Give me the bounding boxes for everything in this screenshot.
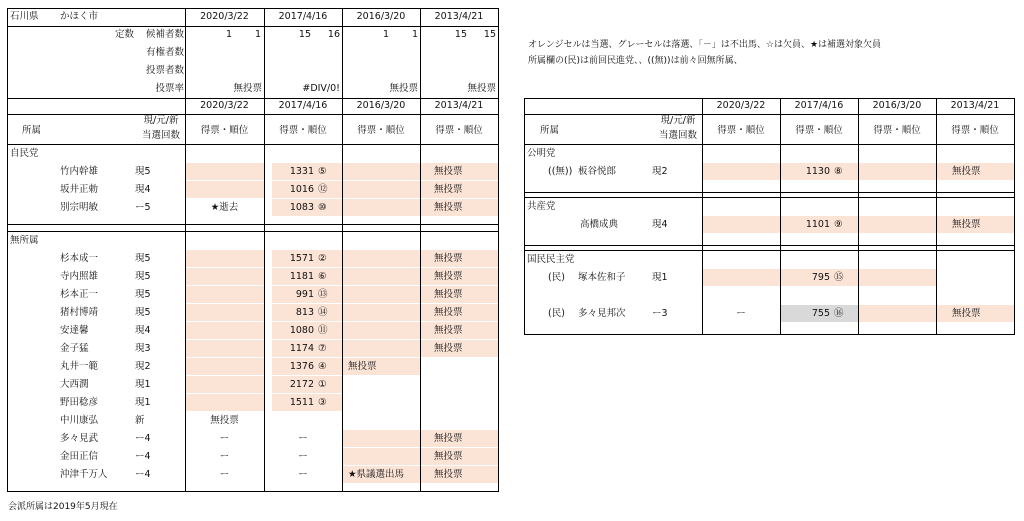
candidate-name[interactable]: 金田正信 xyxy=(60,451,99,462)
candidate-status[interactable]: 現2 xyxy=(652,166,668,177)
seats-value[interactable]: 1 xyxy=(225,29,232,40)
party-name[interactable]: 国民民主党 xyxy=(527,254,575,265)
city-label[interactable]: かほく市 xyxy=(60,11,99,22)
candidate-name[interactable]: 高橋成典 xyxy=(580,219,619,230)
result-2013[interactable]: 無投票 xyxy=(434,469,463,480)
result-2016[interactable] xyxy=(348,340,420,358)
candidate-name[interactable]: 野田稔彦 xyxy=(60,397,99,408)
votes-2017[interactable]: 1571 xyxy=(289,253,314,264)
status-column-header[interactable]: 現/元/新 xyxy=(660,115,696,126)
votes-2017[interactable]: 991 xyxy=(295,289,314,300)
candidate-status[interactable]: 現4 xyxy=(135,184,151,195)
status-column-header[interactable]: 現/元/新 xyxy=(143,115,179,126)
result-2016[interactable] xyxy=(864,269,936,287)
candidate-name[interactable]: 坂井正勅 xyxy=(60,184,99,195)
grid-line xyxy=(264,8,265,492)
result-2020[interactable] xyxy=(702,163,780,181)
grid-line xyxy=(420,8,421,492)
rank-2017[interactable] xyxy=(318,430,338,448)
result-2016[interactable] xyxy=(348,430,420,448)
date-header[interactable]: 2013/4/21 xyxy=(434,11,484,22)
turnout-value[interactable]: 無投票 xyxy=(233,83,262,94)
votes-2017[interactable]: 1174 xyxy=(289,343,314,354)
legend-line-1[interactable]: オレンジセルは当選、グレーセルは落選、「－」は不出馬、☆は欠員、★は補選対象欠員 xyxy=(528,40,882,50)
candidate-status[interactable]: 新 xyxy=(135,415,145,426)
candidates-value[interactable]: 15 xyxy=(483,29,496,40)
votes-rank-header[interactable]: 得票・順位 xyxy=(435,125,483,136)
votes-2017[interactable]: 1331 xyxy=(289,166,314,177)
result-2013[interactable]: 無投票 xyxy=(434,451,463,462)
candidate-name[interactable]: 金子猛 xyxy=(60,343,89,354)
result-2020[interactable]: ー xyxy=(219,451,230,462)
result-2016[interactable] xyxy=(348,394,420,412)
votes-2017[interactable] xyxy=(264,412,314,430)
result-2016[interactable] xyxy=(864,216,936,234)
candidate-status[interactable]: 現5 xyxy=(135,166,151,177)
result-2013[interactable] xyxy=(434,412,498,430)
result-2016[interactable] xyxy=(348,322,420,340)
grid-line xyxy=(524,98,525,335)
seats-value[interactable]: 15 xyxy=(298,29,311,40)
party-name[interactable]: 公明党 xyxy=(527,148,556,159)
result-2013[interactable]: 無投票 xyxy=(434,202,463,213)
rank-2017[interactable]: ⑫ xyxy=(318,184,328,195)
grid-line xyxy=(524,192,1015,193)
result-2013[interactable] xyxy=(434,376,498,394)
result-2013[interactable]: 無投票 xyxy=(952,219,981,230)
candidate-status[interactable]: 現4 xyxy=(652,219,668,230)
rank-2017[interactable]: ⑭ xyxy=(318,307,328,318)
candidate-name[interactable]: 竹内幹雄 xyxy=(60,166,99,177)
result-2016[interactable] xyxy=(348,448,420,466)
candidate-status[interactable]: ー4 xyxy=(135,469,151,480)
result-2020[interactable] xyxy=(185,358,264,376)
candidate-status[interactable]: 現1 xyxy=(135,397,151,408)
grid-line xyxy=(780,98,781,335)
candidate-status[interactable]: 現4 xyxy=(135,325,151,336)
candidate-status[interactable]: ー4 xyxy=(135,451,151,462)
result-2016[interactable]: 無投票 xyxy=(348,361,377,372)
candidate-status[interactable]: ー4 xyxy=(135,433,151,444)
candidate-name[interactable]: 寺内照雄 xyxy=(60,271,99,282)
rank-2017[interactable]: ⑩ xyxy=(318,202,327,213)
result-2016[interactable] xyxy=(348,268,420,286)
candidate-status[interactable]: 現5 xyxy=(135,307,151,318)
result-2020[interactable] xyxy=(185,340,264,358)
result-2016[interactable] xyxy=(348,163,420,181)
party-name[interactable]: 共産党 xyxy=(527,201,556,212)
candidates-label[interactable]: 候補者数 xyxy=(145,29,184,40)
party-column-header[interactable]: 所属 xyxy=(540,125,560,136)
party-name[interactable]: 無所属 xyxy=(10,235,39,246)
result-2013[interactable] xyxy=(434,394,498,412)
grid-line xyxy=(7,114,498,115)
seats-value[interactable]: 15 xyxy=(454,29,467,40)
result-2013[interactable] xyxy=(434,358,498,376)
date-header[interactable]: 2017/4/16 xyxy=(278,100,328,111)
date-header[interactable]: 2020/3/22 xyxy=(200,100,249,111)
result-2013[interactable]: 無投票 xyxy=(434,325,463,336)
rank-2017[interactable]: ⑬ xyxy=(318,289,328,300)
result-2013[interactable]: 無投票 xyxy=(434,253,463,264)
grid-line xyxy=(498,8,499,492)
votes-2017[interactable]: 1016 xyxy=(289,184,314,195)
rank-2017[interactable]: ② xyxy=(318,253,327,264)
candidate-status[interactable]: 現2 xyxy=(135,361,151,372)
rank-2017[interactable]: ⑪ xyxy=(318,325,328,336)
result-2013[interactable]: 無投票 xyxy=(952,308,981,319)
candidate-name[interactable]: 多々見武 xyxy=(60,433,99,444)
result-2020[interactable] xyxy=(185,268,264,286)
footnote[interactable]: 会派所属は2019年5月現在 xyxy=(8,502,118,512)
candidate-name[interactable]: 安達馨 xyxy=(60,325,89,336)
grid-line xyxy=(342,8,343,492)
grid-line xyxy=(858,98,859,335)
date-header[interactable]: 2013/4/21 xyxy=(950,100,1000,111)
voters-label[interactable]: 有権者数 xyxy=(145,47,184,58)
result-2016[interactable] xyxy=(348,376,420,394)
votes-rank-header[interactable]: 得票・順位 xyxy=(951,125,999,136)
result-2013[interactable]: 無投票 xyxy=(434,184,463,195)
turnout-value[interactable]: #DIV/0! xyxy=(302,83,340,94)
votes-rank-header[interactable]: 得票・順位 xyxy=(200,125,249,136)
rank-2017[interactable] xyxy=(318,448,338,466)
grid-line xyxy=(7,224,498,225)
grid-line xyxy=(7,491,498,492)
term-column-header[interactable]: 当選回数 xyxy=(658,130,697,141)
rank-2017[interactable]: ⑧ xyxy=(834,166,843,177)
candidate-name[interactable]: 杉本成一 xyxy=(60,253,99,264)
result-2020[interactable]: ー xyxy=(219,433,230,444)
seats-label[interactable]: 定数 xyxy=(114,29,134,40)
result-2013[interactable]: 無投票 xyxy=(952,166,981,177)
candidate-status[interactable]: 現1 xyxy=(652,272,668,283)
rank-2017[interactable] xyxy=(318,412,338,430)
result-2016[interactable] xyxy=(348,412,420,430)
result-2020[interactable] xyxy=(185,304,264,322)
result-2016[interactable] xyxy=(864,163,936,181)
candidate-name[interactable]: 丸井一範 xyxy=(60,361,99,372)
votes-2017[interactable]: 795 xyxy=(811,272,830,283)
candidate-status[interactable]: 現5 xyxy=(135,253,151,264)
grid-line xyxy=(524,334,1015,335)
votes-rank-header[interactable]: 得票・順位 xyxy=(717,125,765,136)
candidates-value[interactable]: 1 xyxy=(254,29,261,40)
result-2013[interactable]: 無投票 xyxy=(434,166,463,177)
rank-2017[interactable]: ⑯ xyxy=(834,308,844,319)
result-2020[interactable] xyxy=(185,163,264,181)
votes-rank-header[interactable]: 得票・順位 xyxy=(279,125,327,136)
result-2013[interactable]: 無投票 xyxy=(434,271,463,282)
grid-line xyxy=(7,8,8,492)
result-2020[interactable]: 無投票 xyxy=(210,415,239,426)
party-column-header[interactable]: 所属 xyxy=(22,125,42,136)
date-header[interactable]: 2017/4/16 xyxy=(794,100,844,111)
candidate-name[interactable]: 猪村博靖 xyxy=(60,307,99,318)
party-name[interactable]: 自民党 xyxy=(10,148,39,159)
votes-2017[interactable]: 813 xyxy=(295,307,314,318)
grid-line xyxy=(524,114,1015,115)
result-2016[interactable] xyxy=(864,305,936,323)
candidate-name[interactable]: 沖津千万人 xyxy=(60,469,108,480)
result-2020[interactable] xyxy=(702,269,780,287)
rank-2017[interactable]: ① xyxy=(318,379,327,390)
candidate-status[interactable]: ー3 xyxy=(652,308,668,319)
result-2020[interactable] xyxy=(185,394,264,412)
votes-2017[interactable]: 1511 xyxy=(289,397,314,408)
result-2020[interactable] xyxy=(185,286,264,304)
result-2016[interactable] xyxy=(348,199,420,217)
candidate-status[interactable]: 現1 xyxy=(135,379,151,390)
turnout-value[interactable]: 無投票 xyxy=(389,83,418,94)
result-2016[interactable] xyxy=(348,181,420,199)
votes-2017[interactable]: 1130 xyxy=(805,166,830,177)
result-2020[interactable]: ー xyxy=(219,469,230,480)
turnout-value[interactable]: 無投票 xyxy=(467,83,496,94)
result-2020[interactable] xyxy=(185,181,264,199)
votes-rank-header[interactable]: 得票・順位 xyxy=(873,125,921,136)
candidate-name[interactable]: 中川康弘 xyxy=(60,415,99,426)
candidate-name[interactable]: 多々見邦次 xyxy=(578,308,626,319)
party-prefix[interactable]: (民) xyxy=(548,308,565,319)
date-header[interactable]: 2020/3/22 xyxy=(200,11,249,22)
rank-2017[interactable]: ⑤ xyxy=(318,166,327,177)
date-header[interactable]: 2013/4/21 xyxy=(434,100,484,111)
candidate-name[interactable]: 大西潤 xyxy=(60,379,89,390)
votes-2017[interactable]: ー xyxy=(298,433,308,444)
grid-line xyxy=(936,98,937,335)
candidate-name[interactable]: 塚本佐和子 xyxy=(578,272,626,283)
votes-2017[interactable]: 1181 xyxy=(289,271,314,282)
candidate-status[interactable]: 現5 xyxy=(135,271,151,282)
candidates-value[interactable]: 1 xyxy=(411,29,418,40)
result-2020[interactable] xyxy=(702,216,780,234)
votes-2017[interactable]: 1080 xyxy=(289,325,314,336)
result-2013[interactable]: 無投票 xyxy=(434,289,463,300)
date-header[interactable]: 2020/3/22 xyxy=(716,100,766,111)
result-2016[interactable] xyxy=(348,304,420,322)
result-2020[interactable] xyxy=(185,376,264,394)
votes-2017[interactable]: 2172 xyxy=(289,379,314,390)
grid-line xyxy=(702,98,703,335)
votes-2017[interactable]: ー xyxy=(298,469,308,480)
votes-rank-header[interactable]: 得票・順位 xyxy=(357,125,405,136)
rank-2017[interactable]: ③ xyxy=(318,397,327,408)
votes-2017[interactable]: 1376 xyxy=(289,361,314,372)
result-2016[interactable]: ★県議選出馬 xyxy=(348,469,405,480)
seats-value[interactable]: 1 xyxy=(382,29,389,40)
rank-2017[interactable]: ⑨ xyxy=(834,219,843,230)
candidates-value[interactable]: 16 xyxy=(327,29,340,40)
candidate-status[interactable]: 現3 xyxy=(135,343,151,354)
date-header[interactable]: 2017/4/16 xyxy=(278,11,328,22)
candidate-status[interactable]: ー5 xyxy=(135,202,151,213)
party-prefix[interactable]: ((無)) xyxy=(548,166,573,177)
result-2016[interactable] xyxy=(348,286,420,304)
votes-2017[interactable]: 755 xyxy=(811,308,830,319)
legend-line-2[interactable]: 所属欄の(民)は前回民進党、、((無))は前々回無所属、 xyxy=(528,56,743,66)
term-column-header[interactable]: 当選回数 xyxy=(141,130,180,141)
votes-2017[interactable]: 1083 xyxy=(289,202,314,213)
rank-2017[interactable]: ⑦ xyxy=(318,343,327,354)
rank-2017[interactable]: ⑥ xyxy=(318,271,327,282)
result-2013[interactable] xyxy=(952,269,1014,287)
candidate-name[interactable]: 板谷悦郎 xyxy=(578,166,617,177)
date-header[interactable]: 2016/3/20 xyxy=(872,100,922,111)
prefecture-label[interactable]: 石川県 xyxy=(10,11,39,22)
result-2020[interactable] xyxy=(185,250,264,268)
rank-2017[interactable] xyxy=(318,466,338,484)
votes-2017[interactable]: ー xyxy=(298,451,308,462)
party-prefix[interactable]: (民) xyxy=(548,272,565,283)
result-2013[interactable]: 無投票 xyxy=(434,307,463,318)
date-header[interactable]: 2016/3/20 xyxy=(356,100,406,111)
grid-line xyxy=(1014,98,1015,335)
result-2013[interactable]: 無投票 xyxy=(434,433,463,444)
result-2016[interactable] xyxy=(348,250,420,268)
turnout-label[interactable]: 投票率 xyxy=(155,83,184,94)
votes-rank-header[interactable]: 得票・順位 xyxy=(795,125,843,136)
rank-2017[interactable]: ⑮ xyxy=(834,272,844,283)
result-2020[interactable]: ★逝去 xyxy=(210,202,239,213)
votes-2017[interactable]: 1101 xyxy=(805,219,830,230)
grid-line xyxy=(185,8,186,492)
result-2020[interactable]: ー xyxy=(736,308,746,319)
ballots-label[interactable]: 投票者数 xyxy=(145,65,184,76)
party-prefix[interactable] xyxy=(548,216,578,234)
result-2020[interactable] xyxy=(185,322,264,340)
result-2013[interactable]: 無投票 xyxy=(434,343,463,354)
candidate-name[interactable]: 杉本正一 xyxy=(60,289,99,300)
candidate-name[interactable]: 別宗明敏 xyxy=(60,202,99,213)
date-header[interactable]: 2016/3/20 xyxy=(356,11,406,22)
grid-line xyxy=(524,245,1015,246)
rank-2017[interactable]: ④ xyxy=(318,361,327,372)
candidate-status[interactable]: 現5 xyxy=(135,289,151,300)
